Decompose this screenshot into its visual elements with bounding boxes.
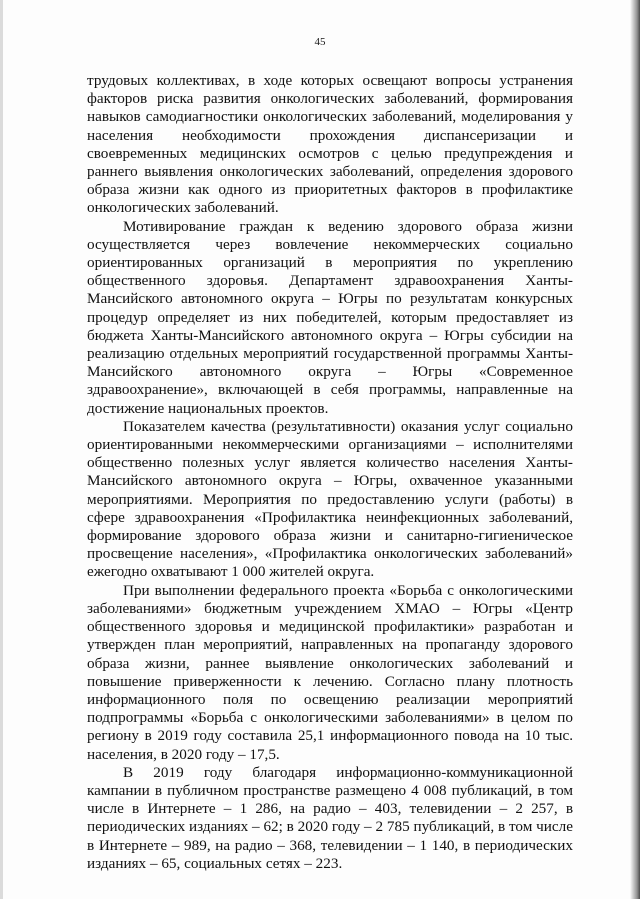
scan-left-edge [0, 0, 3, 899]
document-body [87, 72, 573, 873]
paragraph-4: При выполнении федерального проекта «Борьба с онкологическими заболеваниями» бюджетным учреждением ХМАО – Югры «Центр общественного здоровья и медицинской профилактики» разработан и утвержден план мероприятий, направленных на пропаганду здорового образа жизни, раннее выявление онкологических заболеваний и повышение приверженности к лечению. Согласно плану плотность информационного поля по освещению реализации мероприятий подпрограммы «Борьба с онкологическими заболеваниями» в целом по региону в 2019 году составила 25,1 информационного повода на 10 тыс. населения, в 2020 году – 17,5. [87, 581, 573, 763]
paragraph-1: трудовых коллективах, в ходе которых освещают вопросы устранения факторов риска развития онкологических заболеваний, формирования навыков самодиагностики онкологических заболеваний, моделирования у населения необходимости прохождения диспансеризации и своевременных медицинских осмотров с целью предупреждения и раннего выявления онкологических заболеваний, определения здорового образа жизни как одного из приоритетных факторов в профилактике онкологических заболеваний. [87, 72, 573, 217]
paragraph-3: Показателем качества (результативности) оказания услуг социально ориентированными некоммерческими организациями – исполнителями общественно полезных услуг является количество населения Ханты-Мансийского автономного округа – Югры, охваченное указанными мероприятиями. Мероприятия по предоставлению услуги (работы) в сфере здравоохранения «Профилактика неинфекционных заболеваний, формирование здорового образа жизни и санитарно-гигиеническое просвещение населения», «Профилактика онкологических заболеваний» ежегодно охватывают 1 000 жителей округа. [87, 417, 573, 581]
paragraph-2: Мотивирование граждан к ведению здорового образа жизни осуществляется через вовлечение некоммерческих социально ориентированных организаций в мероприятия по укреплению общественного здоровья. Департамент здравоохранения Ханты-Мансийского автономного округа – Югры по результатам конкурсных процедур определяет из них победителей, которым предоставляет из бюджета Ханты-Мансийского автономного округа – Югры субсидии на реализацию отдельных мероприятий государственной программы Ханты-Мансийского автономного округа – Югры «Современное здравоохранение», включающей в себя программы, направленные на достижение национальных проектов. [87, 217, 573, 417]
scan-right-edge [630, 0, 640, 899]
paragraph-5: В 2019 году благодаря информационно-коммуникационной кампании в публичном пространстве размещено 4 008 публикаций, в том числе в Интернете – 1 286, на радио – 403, телевидении – 2 257, в периодических изданиях – 62; в 2020 году – 2 785 публикаций, в том числе в Интернете – 989, на радио – 368, телевидении – 1 140, в периодических изданиях – 65, социальных сетях – 223. [87, 763, 573, 872]
page-number: 45 [314, 36, 326, 48]
